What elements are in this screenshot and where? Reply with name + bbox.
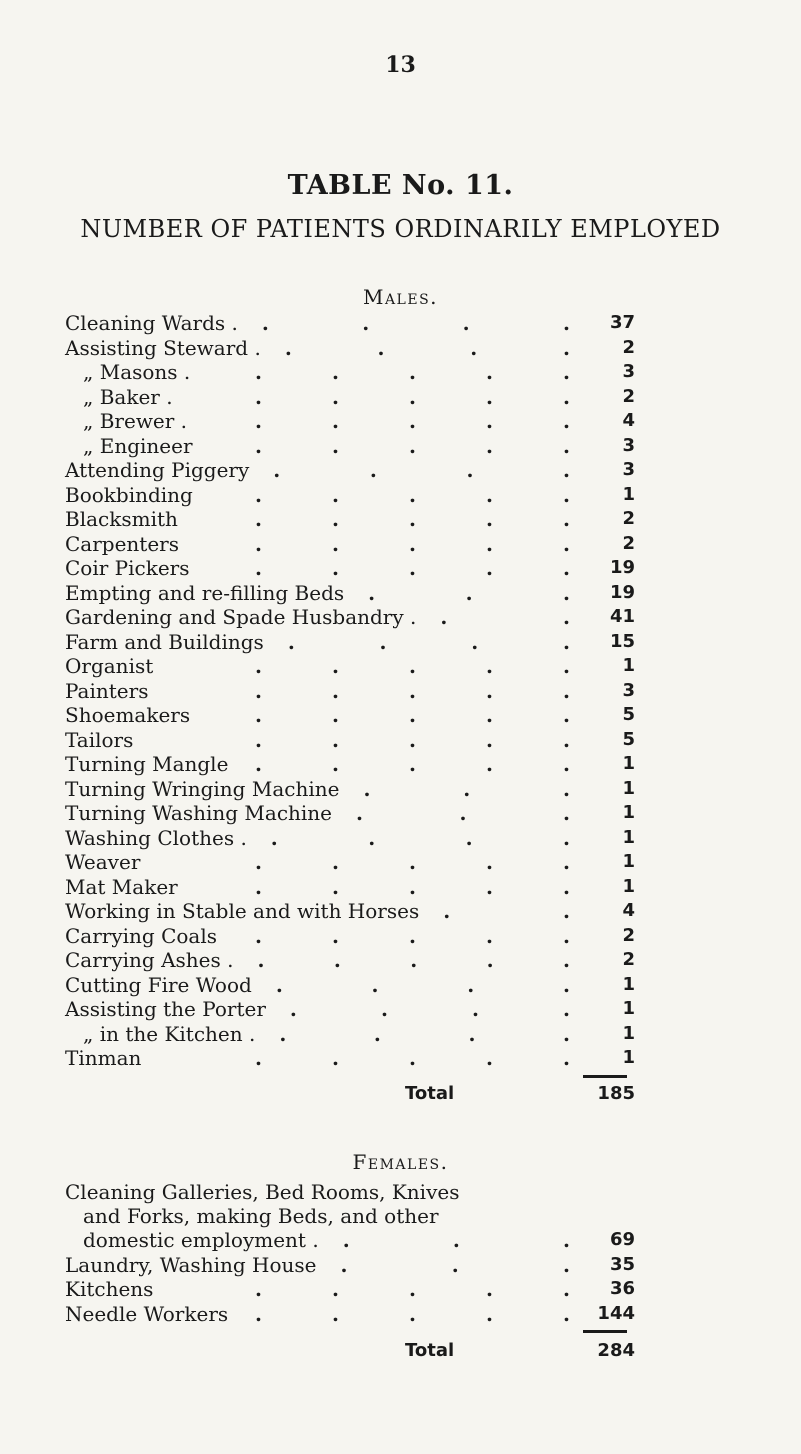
row-value: 2 [622, 508, 635, 529]
row-value: 3 [622, 434, 635, 456]
table-row [65, 973, 635, 998]
table-row [65, 581, 635, 606]
row-label: Assisting the Porter [65, 997, 266, 1021]
leader-dots: . . . . . [255, 678, 570, 703]
row-label: Turning Washing Machine [65, 801, 333, 825]
row-label: Tinman [65, 1046, 142, 1070]
leader-dots: . . . [342, 1228, 570, 1252]
table-row [65, 409, 635, 434]
table-row [65, 483, 635, 508]
females-total-rule [583, 1330, 627, 1333]
table-row [65, 630, 635, 655]
row-label: Shoemakers [65, 703, 191, 727]
males-total-rule [583, 1075, 627, 1078]
row-label: Bookbinding [65, 482, 193, 507]
table-row [65, 605, 635, 630]
leader-dots: . . . [340, 1252, 570, 1277]
row-value: 3 [622, 361, 635, 382]
females-description [65, 1180, 635, 1228]
row-label: Blacksmith [65, 507, 178, 531]
leader-dots: . . . . [273, 458, 570, 482]
table-row [65, 1253, 635, 1278]
row-value: 1 [622, 802, 635, 823]
leader-dots: . . . . . [255, 703, 570, 727]
row-label: Attending Piggery [65, 458, 250, 482]
row-label: Organist [65, 654, 154, 678]
row-label: „ Masons . [83, 360, 191, 384]
leader-dots: . . . . . [255, 1277, 570, 1301]
row-value: 3 [622, 459, 635, 480]
leader-dots: . . . . . [255, 384, 570, 409]
leader-dots: . . . [363, 776, 570, 801]
row-label: Laundry, Washing House [65, 1252, 317, 1277]
table-row [65, 336, 635, 361]
row-label: „ Engineer [83, 433, 193, 458]
females-list [65, 1228, 635, 1326]
table-row [65, 924, 635, 949]
row-value: 36 [609, 1278, 635, 1299]
leader-dots: . . [443, 899, 570, 923]
males-list [65, 311, 635, 1071]
table-row [65, 385, 635, 410]
row-label: Gardening and Spade Husbandry . [65, 605, 417, 629]
males-heading: Males. [362, 285, 439, 309]
table-row [65, 899, 635, 924]
leader-dots: . . . . [270, 825, 570, 850]
row-value: 19 [609, 557, 635, 578]
row-value: 1 [622, 655, 635, 676]
leader-dots: . . . [368, 580, 570, 605]
leader-dots: . . . . . [255, 360, 570, 384]
desc-line: and Forks, making Beds, and other [83, 1204, 439, 1228]
table-row [65, 434, 635, 459]
table-row [65, 679, 635, 704]
table-row [65, 1046, 635, 1071]
leader-dots: . . . . [284, 335, 570, 360]
row-label: Empting and re-filling Beds [65, 580, 345, 605]
row-label: Turning Mangle [65, 752, 229, 776]
row-value: 1 [622, 1047, 635, 1068]
leader-dots: . . . . [289, 997, 570, 1021]
leader-dots: . . . . . [257, 948, 570, 972]
row-label: Turning Wringing Machine [65, 776, 340, 801]
row-value: 1 [622, 875, 635, 897]
desc-line: Cleaning Galleries, Bed Rooms, Knives [65, 1180, 460, 1204]
males-total-value: 185 [597, 1083, 635, 1104]
leader-dots: . . . . [287, 629, 570, 654]
row-label: Coir Pickers [65, 556, 190, 580]
table-row [65, 850, 635, 875]
row-label: Needle Workers [65, 1301, 229, 1326]
row-value: 35 [609, 1253, 635, 1275]
table-row [65, 777, 635, 802]
row-label: Kitchens [65, 1277, 154, 1301]
row-label: Carpenters [65, 531, 180, 556]
males-total-label: Total [405, 1083, 455, 1104]
table-row [65, 311, 635, 336]
table-row [65, 801, 635, 826]
row-value: 2 [622, 532, 635, 554]
leader-dots: . . . . . [255, 507, 570, 531]
row-label: Farm and Buildings [65, 629, 264, 654]
row-label: Carrying Coals [65, 923, 218, 948]
leader-dots: . . . . . [255, 654, 570, 678]
row-value: 19 [609, 581, 635, 603]
row-value: 3 [622, 679, 635, 701]
row-label: Weaver [65, 850, 141, 874]
table-subtitle: NUMBER OF PATIENTS ORDINARILY EMPLOYED [80, 215, 721, 243]
table-row [65, 360, 635, 385]
leader-dots: . . . [356, 801, 570, 825]
leader-dots: . . . . [279, 1021, 570, 1046]
row-value: 2 [622, 385, 635, 407]
row-label: „ in the Kitchen . [83, 1021, 256, 1046]
leader-dots: . . . . . [255, 1046, 570, 1070]
table-row [65, 703, 635, 728]
row-value: 1 [622, 753, 635, 774]
row-value: 4 [622, 410, 635, 431]
row-value: 1 [622, 973, 635, 995]
row-label: Carrying Ashes . [65, 948, 234, 972]
leader-dots: . . . . . [255, 531, 570, 556]
table-row [65, 556, 635, 581]
row-value: 4 [622, 900, 635, 921]
row-value: 144 [597, 1302, 635, 1324]
row-label: Cutting Fire Wood [65, 972, 252, 997]
leader-dots: . . . . . [255, 874, 570, 899]
row-value: 5 [622, 728, 635, 750]
row-value: 1 [622, 826, 635, 848]
leader-dots: . . . . . [255, 1301, 570, 1326]
table-row [65, 458, 635, 483]
page-number: 13 [385, 52, 416, 78]
row-label: Mat Maker [65, 874, 178, 899]
leader-dots: . . . . . [255, 556, 570, 580]
females-heading: Females. [352, 1150, 449, 1174]
leader-dots: . . . . . [255, 850, 570, 874]
row-value: 2 [622, 924, 635, 946]
table-row [65, 997, 635, 1022]
table-row [65, 1277, 635, 1302]
table-row [65, 1022, 635, 1047]
row-value: 1 [622, 777, 635, 799]
leader-dots: . . . . . [255, 727, 570, 752]
leader-dots: . . . . [261, 311, 570, 335]
row-value: 41 [609, 606, 635, 627]
row-label: Working in Stable and with Horses [65, 899, 420, 923]
row-value: 69 [609, 1229, 635, 1250]
row-value: 1 [622, 1022, 635, 1044]
row-value: 2 [622, 949, 635, 970]
females-total-value: 284 [597, 1340, 635, 1361]
row-value: 2 [622, 336, 635, 358]
table-title: TABLE No. 11. [287, 170, 514, 201]
table-row [65, 507, 635, 532]
row-value: 5 [622, 704, 635, 725]
leader-dots: . . . . . [255, 482, 570, 507]
leader-dots: . . . . [275, 972, 570, 997]
table-row [65, 654, 635, 679]
row-label: domestic employment . [83, 1228, 319, 1252]
row-value: 1 [622, 998, 635, 1019]
leader-dots: . . . . . [255, 752, 570, 776]
table-row [65, 1228, 635, 1253]
leader-dots: . . [440, 605, 570, 629]
row-value: 1 [622, 851, 635, 872]
leader-dots: . . . . . [255, 409, 570, 433]
row-label: Washing Clothes . [65, 825, 247, 850]
table-row [65, 948, 635, 973]
leader-dots: . . . . . [255, 433, 570, 458]
row-label: Tailors [65, 727, 134, 752]
table-row [65, 752, 635, 777]
table-row [65, 826, 635, 851]
leader-dots: . . . . . [255, 923, 570, 948]
row-value: 1 [622, 483, 635, 505]
table-row [65, 875, 635, 900]
row-label: „ Baker . [83, 384, 173, 409]
row-label: Assisting Steward . [65, 335, 261, 360]
row-label: „ Brewer . [83, 409, 188, 433]
row-label: Painters [65, 678, 149, 703]
table-row [65, 1302, 635, 1327]
row-label: Cleaning Wards . [65, 311, 238, 335]
table-row [65, 532, 635, 557]
row-value: 37 [609, 312, 635, 333]
row-value: 15 [609, 630, 635, 652]
females-total-label: Total [405, 1340, 455, 1361]
table-row [65, 728, 635, 753]
